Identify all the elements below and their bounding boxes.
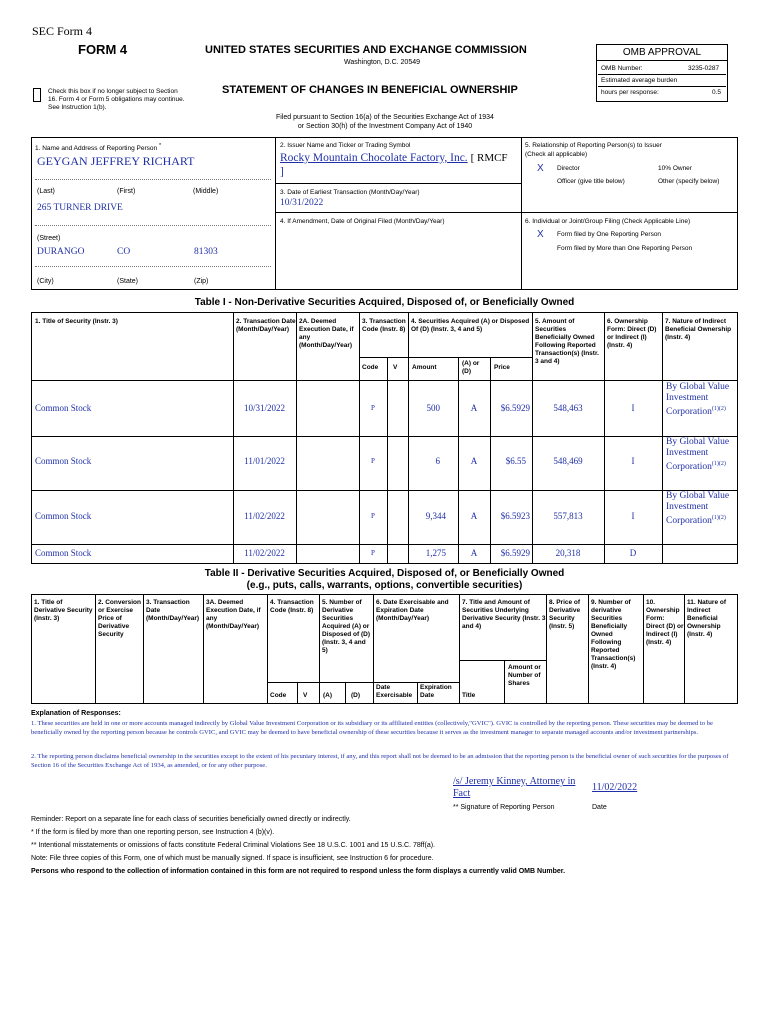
t1-h-price: Price xyxy=(494,364,510,371)
t1-r2-ad: A xyxy=(470,456,478,466)
t1-r4-amount: 1,275 xyxy=(425,548,446,558)
t2-h-deemed: 3A. Deemed Execution Date, if any (Month/Day/Year) xyxy=(206,599,261,630)
t1-r4-owned: 20,318 xyxy=(555,548,581,558)
amendment-label: 4. If Amendment, Date of Original Filed (Month/Day/Year) xyxy=(280,218,445,225)
t1-h-code: 3. Transaction Code (Instr. 8) xyxy=(362,318,406,333)
director-label: Director xyxy=(557,165,580,172)
t1-r3-nature: By Global Value Investment Corporation$^{(1)(2)}$ xyxy=(666,491,730,527)
t2-h-number-owned: 9. Number of derivative Securities Beneficially Owned Following Reported Transaction(s) (Instr. 4) xyxy=(591,599,636,670)
t1-h-securities: 4. Securities Acquired (A) or Disposed Of (D) (Instr. 3, 4 and 5) xyxy=(411,318,530,333)
ticker-close: ] xyxy=(280,166,284,178)
t1-h-nature: 7. Nature of Indirect Beneficial Ownership (Instr. 4) xyxy=(665,318,732,341)
t1-h-deemed: 2A. Deemed Execution Date, if any (Month/Day/Year) xyxy=(299,318,354,349)
more-person-label: Form filed by More than One Reporting Person xyxy=(557,245,693,252)
omb-hours-value: 0.5 xyxy=(712,89,722,96)
t1-h-amount-owned: 5. Amount of Securities Beneficially Owned Following Reported Transaction(s) (Instr. 3 and 4) xyxy=(535,318,599,365)
city-value[interactable]: DURANGO xyxy=(37,247,85,257)
t1-r3-ad: A xyxy=(470,511,478,521)
signature-name: /s/ Jeremy Kinney, Attorney in Fact xyxy=(453,776,576,799)
t1-r2-title: Common Stock xyxy=(35,456,92,466)
t1-r1-price: $6.5929 xyxy=(500,403,530,413)
signature-label: ** Signature of Reporting Person xyxy=(453,804,555,811)
issuer-label: 2. Issuer Name and Ticker or Trading Symbol xyxy=(280,142,411,149)
t1-r1-owned: 548,463 xyxy=(553,403,583,413)
t1-r3-code: P xyxy=(371,512,375,520)
t1-r1-nature: By Global Value Investment Corporation$^{(1)(2)}$ xyxy=(666,382,730,418)
omb-burden-label: Estimated average burden xyxy=(601,77,678,84)
t1-h-code-sub: Code xyxy=(362,364,379,371)
t1-r1-title: Common Stock xyxy=(35,403,92,413)
zip-label: (Zip) xyxy=(194,278,209,285)
t1-h-aord: (A) or (D) xyxy=(462,360,480,375)
t1-r3-date: 11/02/2022 xyxy=(244,511,285,521)
no-longer-subject-checkbox[interactable] xyxy=(33,88,41,102)
t1-r1-code: P xyxy=(371,404,375,412)
other-label: Other (specify below) xyxy=(658,178,720,185)
middle-label: (Middle) xyxy=(193,188,219,195)
t1-r1-date: 10/31/2022 xyxy=(243,403,285,413)
omb-title: OMB APPROVAL xyxy=(622,47,702,58)
last-label: (Last) xyxy=(37,188,55,195)
t1-h-amount: Amount xyxy=(412,364,437,371)
note-4: Persons who respond to the collection of information contained in this form are not required to respond unless the form displays a currently valid OMB Number. xyxy=(31,868,566,875)
t2-h-underlying: 7. Title and Amount of Securities Underlying Derivative Security (Instr. 3 and 4) xyxy=(462,599,546,630)
t1-r2-form: I xyxy=(631,456,635,466)
t1-r3-title: Common Stock xyxy=(35,511,92,521)
t1-r2-nature: By Global Value Investment Corporation$^{(1)(2)}$ xyxy=(666,437,730,473)
city-label: (City) xyxy=(37,278,54,285)
t1-r2-code: P xyxy=(371,457,375,465)
omb-hours-label: hours per response: xyxy=(601,89,659,96)
t1-r2-owned: 548,469 xyxy=(553,456,583,466)
footnote-1: 1. These securities are held in one or more accounts managed indirectly by Global Value Investment Corporation or its subsidiary or its affiliated entities (collectively,"GVIC"). GVIC is controlled by the reporting person. These securities may be deemed to be beneficially owned by the reporting person because he controls GVIC, and GVIC may be deemed to have beneficial ownership of these securities because it serves as the investment manager to separate managed accounts and/or investment partnerships. xyxy=(31,720,713,736)
earliest-date-value[interactable]: 10/31/2022 xyxy=(280,198,324,208)
statement-title: STATEMENT OF CHANGES IN BENEFICIAL OWNERSHIP xyxy=(222,84,518,96)
one-person-label: Form filed by One Reporting Person xyxy=(557,231,662,238)
agency-location: Washington, D.C. 20549 xyxy=(344,59,421,66)
street-value[interactable]: 265 TURNER DRIVE xyxy=(37,203,123,213)
form-title: FORM 4 xyxy=(78,42,128,57)
filed-pursuant-line1: Filed pursuant to Section 16(a) of the Securities Exchange Act of 1934 xyxy=(276,114,494,121)
t2-h-date: 3. Transaction Date (Month/Day/Year) xyxy=(146,599,200,622)
date-label: Date xyxy=(592,804,607,811)
first-label: (First) xyxy=(117,188,136,195)
t1-r4-title: Common Stock xyxy=(35,548,92,558)
t1-r1-amount: 500 xyxy=(426,403,440,413)
t1-h-title: 1. Title of Security (Instr. 3) xyxy=(35,318,118,325)
t1-r4-form: D xyxy=(629,548,637,558)
street-label: (Street) xyxy=(37,235,61,242)
footnote-2: 2. The reporting person disclaims beneficial ownership in the securities except to the extent of his pecuniary interest, if any, and this report shall not be deemed to be an admission that the reporting person is the beneficial owner of such securities for the purposes of Section 16 of the Securities Exchange Act of 1934, as amended, or for any other purpose. xyxy=(31,753,729,769)
table1-title: Table I - Non-Derivative Securities Acquired, Disposed of, or Beneficially Owned xyxy=(194,297,575,308)
t1-r2-date: 11/01/2022 xyxy=(244,456,285,466)
t2-h-price: 8. Price of Derivative Security (Instr. 5) xyxy=(549,599,581,630)
t2-h-d: (D) xyxy=(351,692,361,699)
sec-form-label: SEC Form 4 xyxy=(32,24,93,38)
t2-h-title-sub: Title xyxy=(462,692,476,699)
omb-number-value: 3235-0287 xyxy=(688,65,720,72)
t2-h-v: V xyxy=(303,692,308,699)
officer-label: Officer (give title below) xyxy=(557,178,625,185)
t2-h-a: (A) xyxy=(323,692,333,699)
t2-h-amount-shares: Amount or Number of Shares xyxy=(508,664,541,687)
reporting-person-label: 1. Name and Address of Reporting Person * xyxy=(35,143,162,153)
state-value[interactable]: CO xyxy=(117,247,131,257)
relationship-label: 5. Relationship of Reporting Person(s) to Issuer xyxy=(525,142,662,149)
signature-date: 11/02/2022 xyxy=(592,782,638,793)
filing-label: 6. Individual or Joint/Group Filing (Check Applicable Line) xyxy=(525,218,691,225)
t1-r2-amount: 6 xyxy=(435,456,440,466)
t1-h-v: V xyxy=(393,364,398,371)
director-mark[interactable]: X xyxy=(537,163,544,174)
ten-pct-owner-label: 10% Owner xyxy=(658,165,692,172)
t1-r1-ad: A xyxy=(470,403,478,413)
t1-r1-form: I xyxy=(631,403,635,413)
t1-r3-form: I xyxy=(631,511,635,521)
reporting-person-name[interactable]: GEYGAN JEFFREY RICHART xyxy=(37,154,195,168)
state-label: (State) xyxy=(117,278,139,285)
t1-r4-date: 11/02/2022 xyxy=(244,548,285,558)
note-2: ** Intentional misstatements or omissions of facts constitute Federal Criminal Violations See 18 U.S.C. 1001 and 15 U.S.C. 78ff(a). xyxy=(31,842,435,849)
t2-h-code-sub: Code xyxy=(270,692,287,699)
table2-subtitle: (e.g., puts, calls, warrants, options, convertible securities) xyxy=(246,580,523,591)
t2-h-exercisable: 6. Date Exercisable and Expiration Date (Month/Day/Year) xyxy=(376,599,449,622)
table2-title: Table II - Derivative Securities Acquired, Disposed of, or Beneficially Owned xyxy=(204,568,565,579)
note-1: * If the form is filed by more than one reporting person, see Instruction 4 (b)(v). xyxy=(31,829,275,836)
t1-r4-code: P xyxy=(371,549,375,557)
t2-h-nature: 11. Nature of Indirect Beneficial Ownership (Instr. 4) xyxy=(687,599,727,638)
one-person-mark[interactable]: X xyxy=(537,229,544,240)
t1-r4-price: $6.5929 xyxy=(500,548,530,558)
t1-r4-ad: A xyxy=(470,548,478,558)
t2-h-conversion: 2. Conversion or Exercise Price of Derivative Security xyxy=(98,599,141,638)
omb-number-label: OMB Number: xyxy=(601,65,643,72)
t2-h-code: 4. Transaction Code (Instr. 8) xyxy=(270,599,314,614)
earliest-date-label: 3. Date of Earliest Transaction (Month/Day/Year) xyxy=(280,189,420,196)
t2-h-title: 1. Title of Derivative Security (Instr. 3) xyxy=(34,599,93,622)
note-3: Note: File three copies of this Form, one of which must be manually signed. If space is insufficient, see Instruction 6 for procedure. xyxy=(31,855,434,862)
explanation-heading: Explanation of Responses: xyxy=(31,710,121,717)
t1-r2-price: $6.55 xyxy=(505,456,526,466)
t1-r3-amount: 9,344 xyxy=(425,511,446,521)
t1-h-ownership: 6. Ownership Form: Direct (D) or Indirect (I) (Instr. 4) xyxy=(607,318,657,349)
t2-h-number: 5. Number of Derivative Securities Acquired (A) or Disposed of (D) (Instr. 3, 4 and 5) xyxy=(322,599,371,654)
t2-h-date-exercisable: Date Exercisable xyxy=(376,684,413,699)
t1-r3-owned: 557,813 xyxy=(553,511,583,521)
filed-pursuant-line2: or Section 30(h) of the Investment Company Act of 1940 xyxy=(297,123,473,130)
issuer-name[interactable]: Rocky Mountain Chocolate Factory, Inc. [ RMCF xyxy=(280,152,508,164)
t1-r3-price: $6.5923 xyxy=(500,511,530,521)
t2-h-ownership: 10. Ownership Form: Direct (D) or Indirect (I) (Instr. 4) xyxy=(646,599,684,646)
reminder-note: Reminder: Report on a separate line for each class of securities beneficially owned directly or indirectly. xyxy=(31,816,351,823)
checkbox-label: Check this box if no longer subject to Section 16. Form 4 or Form 5 obligations may continue. See Instruction 1(b). xyxy=(48,88,185,111)
relationship-sub: (Check all applicable) xyxy=(525,151,588,158)
t2-h-expiration: Expiration Date xyxy=(420,684,452,699)
t1-h-date: 2. Transaction Date (Month/Day/Year) xyxy=(236,318,296,333)
agency-title: UNITED STATES SECURITIES AND EXCHANGE COMMISSION xyxy=(205,44,527,56)
zip-value[interactable]: 81303 xyxy=(194,247,218,257)
